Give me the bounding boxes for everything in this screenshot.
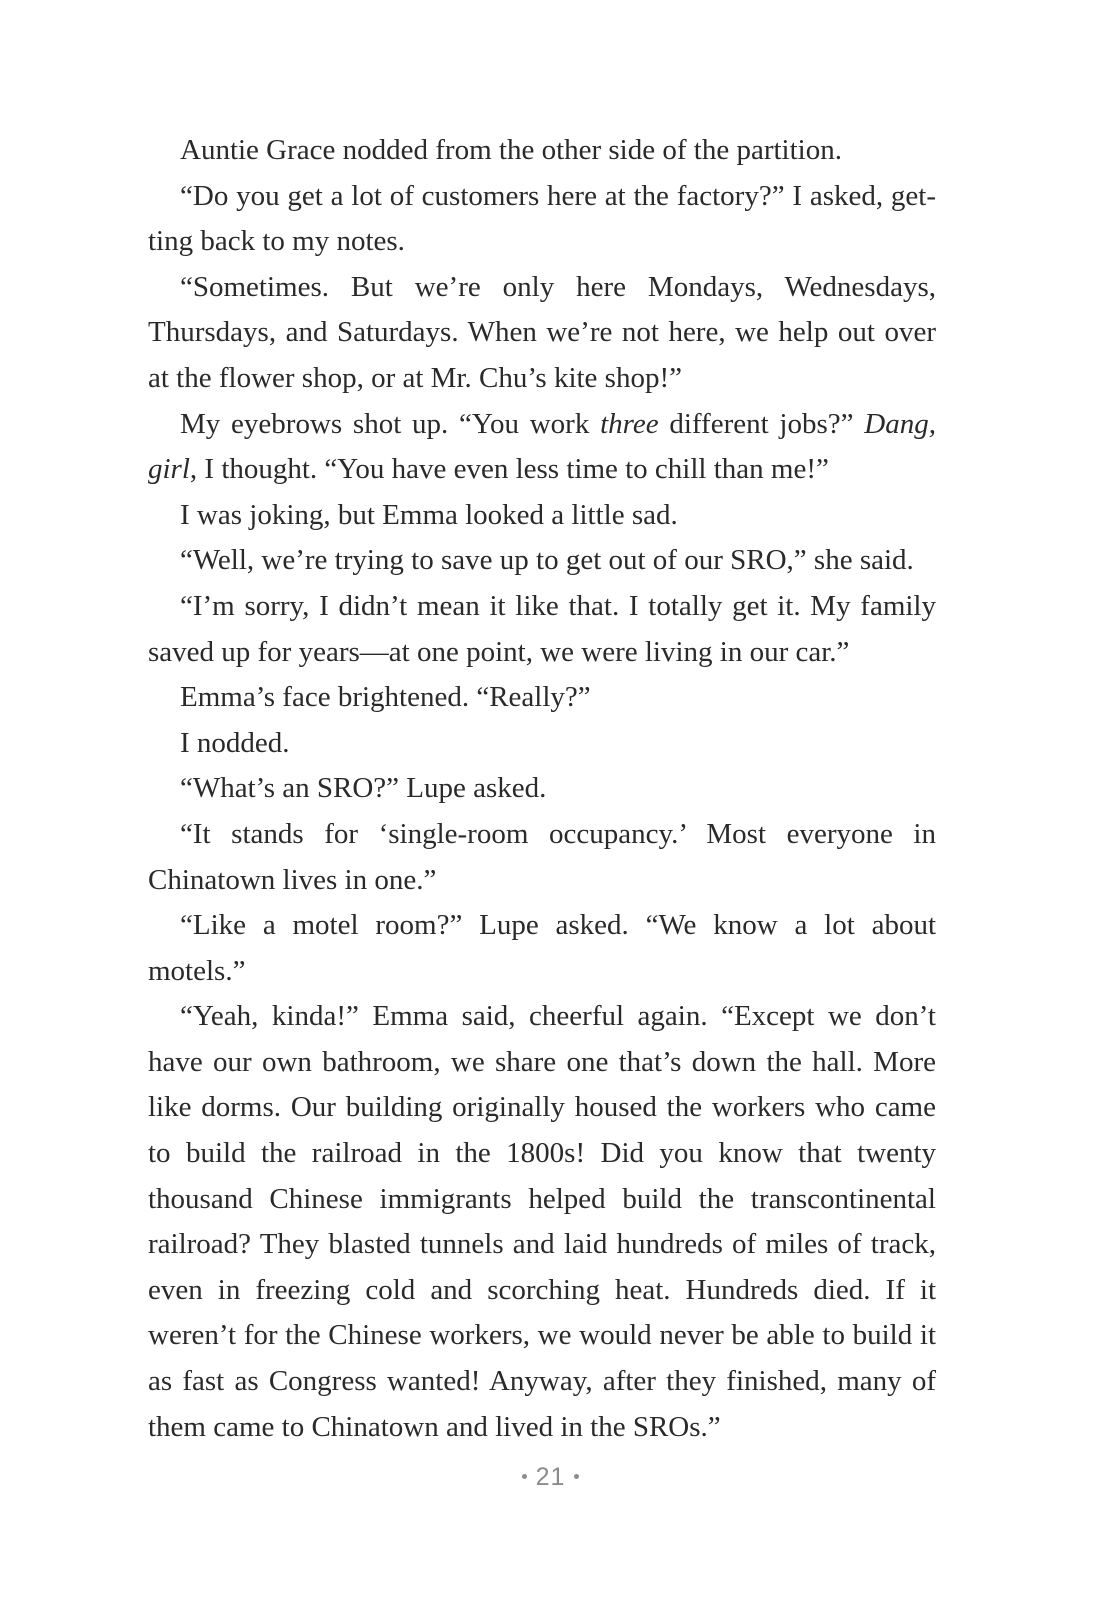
text-run: “Do you get a lot of customers here at the factory?” I asked, getting back to my notes. bbox=[148, 179, 936, 258]
text-run: I nodded. bbox=[180, 726, 290, 759]
paragraph bbox=[148, 402, 936, 493]
text-run: “Yeah, kinda!” Emma said, cheerful again. “Except we don’t have our own bathroom, we share one that’s down the hall. More like dorms. Our building originally housed the workers who came to build the railroad in the 1800s! Did you know that twenty thousand Chinese immigrants helped build the transcontinental railroad? They blasted tunnels and laid hundreds of miles of track, even in freezing cold and scorching heat. Hundreds died. If it weren’t for the Chinese workers, we would never be able to build it as fast as Congress wanted! Anyway, after they finished, many of them came to Chinatown and lived in the SROs.” bbox=[148, 1000, 936, 1443]
paragraph bbox=[148, 584, 936, 675]
paragraph bbox=[148, 994, 936, 1450]
bullet-dot-icon bbox=[574, 1474, 579, 1479]
text-run: different jobs?” bbox=[658, 407, 865, 440]
text-run: “Sometimes. But we’re only here Mondays, Wednesdays, Thursdays, and Saturdays. When we’re not here, we help out over at the flower shop, or at Mr. Chu’s kite shop!” bbox=[148, 270, 936, 394]
paragraph bbox=[148, 812, 936, 903]
paragraph bbox=[148, 766, 936, 812]
text-run: “What’s an SRO?” Lupe asked. bbox=[180, 772, 547, 805]
page-number-footer bbox=[0, 1463, 1101, 1492]
italic-text: Dang, girl bbox=[148, 407, 936, 486]
paragraph bbox=[148, 128, 936, 174]
paragraph bbox=[148, 265, 936, 402]
paragraph bbox=[148, 493, 936, 539]
paragraph bbox=[148, 675, 936, 721]
text-run: “It stands for ‘single-room occupancy.’ Most everyone in Chinatown lives in one.” bbox=[148, 817, 936, 896]
text-run: Auntie Grace nodded from the other side of the partition. bbox=[180, 134, 842, 166]
text-run: I was joking, but Emma looked a little sad. bbox=[180, 498, 678, 531]
bullet-dot-icon bbox=[522, 1474, 527, 1479]
paragraph bbox=[148, 721, 936, 767]
paragraph bbox=[148, 538, 936, 584]
text-run: “I’m sorry, I didn’t mean it like that. I totally get it. My family saved up for years—at one point, we were living in our car.” bbox=[148, 589, 936, 668]
body-text bbox=[148, 128, 936, 1450]
text-run: , I thought. “You have even less time to chill than me!” bbox=[189, 453, 829, 486]
text-run: Emma’s face brightened. “Really?” bbox=[180, 681, 591, 714]
text-run: “Well, we’re trying to save up to get out of our SRO,” she said. bbox=[180, 544, 914, 577]
text-run: “Like a motel room?” Lupe asked. “We know a lot about motels.” bbox=[148, 909, 936, 987]
paragraph bbox=[148, 174, 936, 265]
paragraph bbox=[148, 903, 936, 994]
italic-text: three bbox=[600, 407, 659, 440]
page-number: 21 bbox=[535, 1463, 566, 1491]
text-run: My eyebrows shot up. “You work bbox=[180, 407, 601, 440]
